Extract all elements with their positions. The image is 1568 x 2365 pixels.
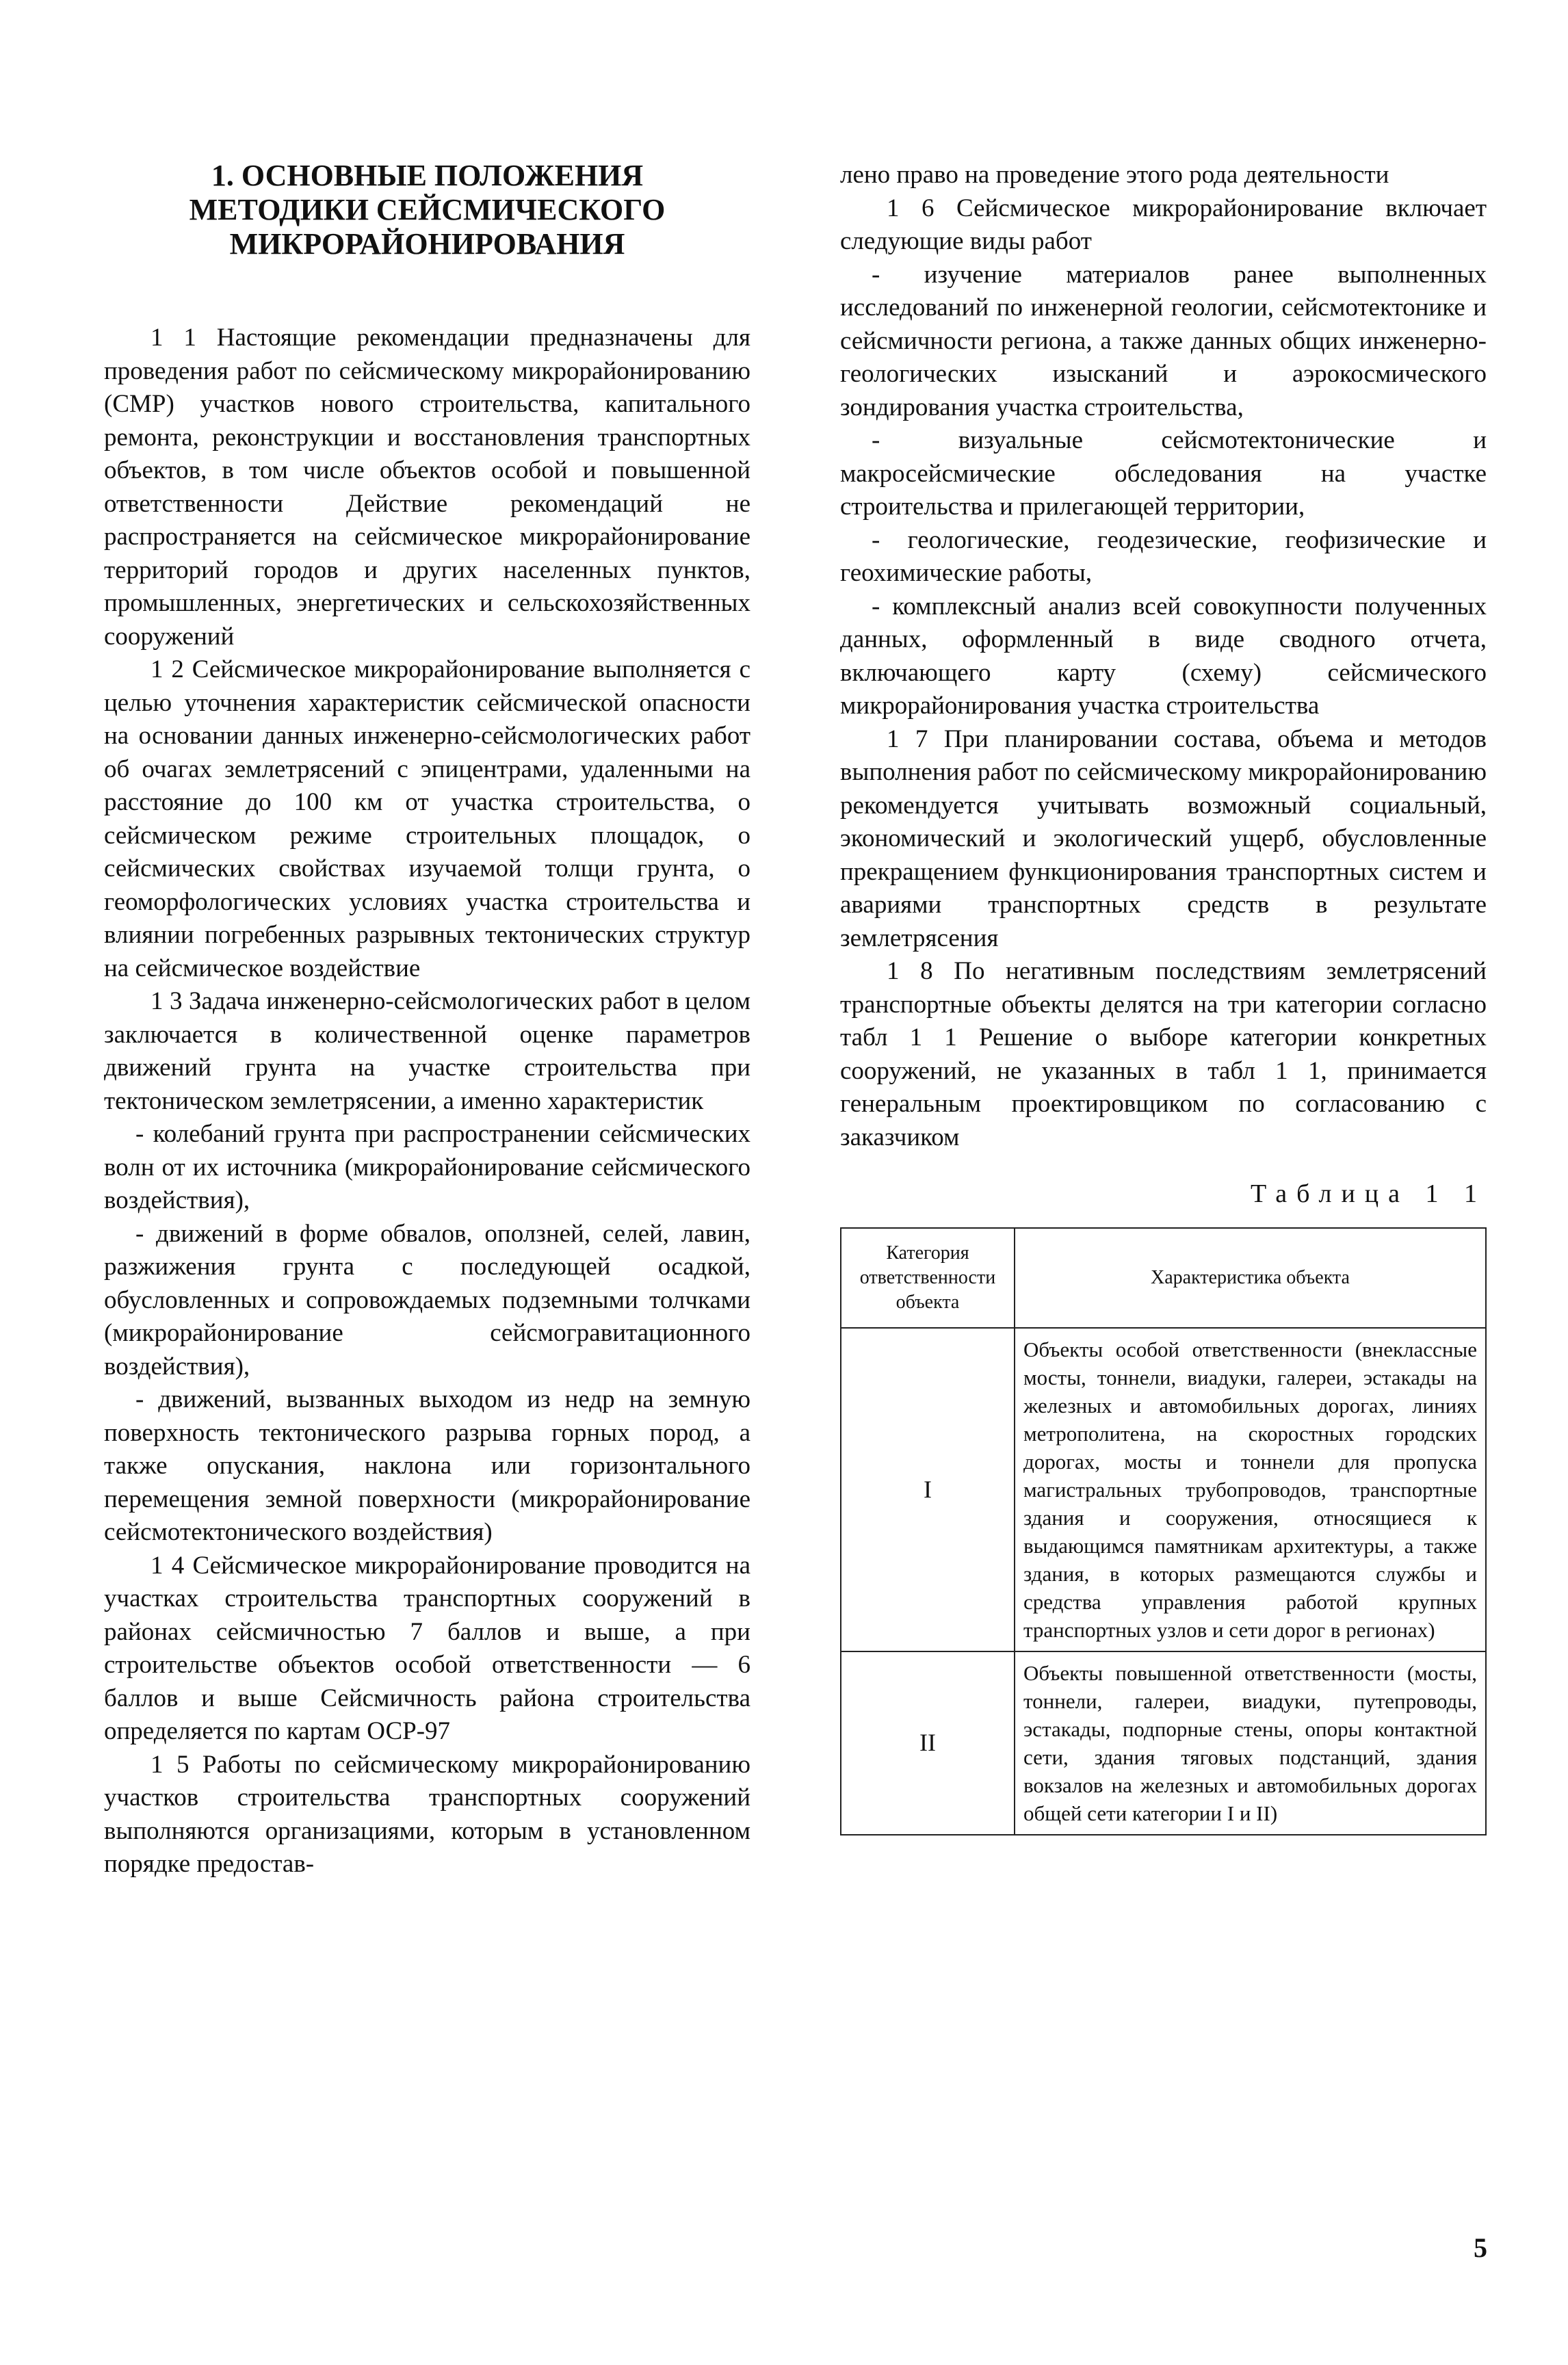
page-number: 5	[1474, 2232, 1487, 2263]
section-title	[104, 159, 750, 261]
list-item-gravitational-movements: - движений в форме обвалов, оползней, селей, лавин, разжижения грунта с последующей осадкой, обусловленных и сопровождаемых подземными толчками (микрорайонирование сейсмогравитационного воздействия),	[104, 1219, 750, 1381]
table-header-row	[841, 1228, 1486, 1328]
table-row	[841, 1328, 1486, 1651]
table-cell-description: Объекты особой ответственности (внеклассные мосты, тоннели, виадуки, галереи, эстакады на железных и автомобильных дорогах, линиях метрополитена, на скоростных городских дорогах, мосты и тоннели для пропуска магистральных трубопроводов, транспортные здания и сооружения, относящиеся к выдающимся памятникам архитектуры, а также здания, в которых размещаются службы и средства управления работой крупных транспортных узлов и сети дорог в регионах)	[1015, 1328, 1486, 1651]
paragraph-1-5: 1 5 Работы по сейсмическому микрорайонированию участков строительства транспортных сооружений выполняются организациями, которым в установленном порядке предостав-	[104, 1750, 750, 1878]
paragraph-1-7: 1 7 При планировании состава, объема и методов выполнения работ по сейсмическому микрорайонированию рекомендуется учитывать возможный социальный, экономический и экологический ущерб, обусловленные прекращением функционирования транспортных систем и авариями транспортных средств в результате землетрясения	[840, 724, 1487, 952]
paragraph-1-4: 1 4 Сейсмическое микрорайонирование проводится на участках строительства транспортных сооружений в районах сейсмичностью 7 баллов и выше, а при строительстве объектов особой ответственности — 6 баллов и выше Сейсмичность района строительства определяется по картам ОСР-97	[104, 1551, 750, 1745]
section-title-line: МЕТОДИКИ СЕЙСМИЧЕСКОГО	[189, 193, 666, 226]
list-item-tectonic-movements: - движений, вызванных выходом из недр на земную поверхность тектонического разрыва горных пород, а также опускания, наклона или горизонтального перемещения земной поверхности (микрорайонирование сейсмотектонического воздействия)	[104, 1385, 750, 1546]
paragraph-1-1: 1 1 Настоящие рекомендации предназначены для проведения работ по сейсмическому микрорайонированию (СМР) участков нового строительства, капитального ремонта, реконструкции и восстановления транспортных объектов, в том числе объектов особой и повышенной ответственности Действие рекомендаций не распространяется на сейсмическое микрорайонирование территорий городов и других населенных пунктов, промышленных, энергетических и сельскохозяйственных сооружений	[104, 324, 750, 651]
table-header-category: Категория ответственности объекта	[841, 1228, 1015, 1328]
table-caption: Таблица 1 1	[1250, 1179, 1487, 1208]
list-item-ground-oscillations: - колебаний грунта при распространении сейсмических волн от их источника (микрорайонирование сейсмического воздействия),	[104, 1120, 750, 1214]
table-row	[841, 1651, 1486, 1835]
category-table	[840, 1227, 1487, 1835]
right-column	[840, 159, 1487, 1835]
paragraph-1-5-continued: лено право на проведение этого рода деятельности	[840, 161, 1389, 189]
table-cell-category: I	[841, 1328, 1015, 1651]
section-title-line: МИКРОРАЙОНИРОВАНИЯ	[229, 227, 625, 261]
table-header-characteristic: Характеристика объекта	[1015, 1228, 1486, 1328]
table-cell-description: Объекты повышенной ответственности (мосты, тоннели, галереи, виадуки, путепроводы, эстакады, подпорные стены, опоры контактной сети, здания тяговых подстанций, здания вокзалов на железных и автомобильных дорогах общей сети категории I и II)	[1015, 1651, 1486, 1835]
list-item-geological-works: - геологические, геодезические, геофизические и геохимические работы,	[840, 525, 1487, 587]
paragraph-1-3: 1 3 Задача инженерно-сейсмологических работ в целом заключается в количественной оценке параметров движений грунта на участке строительства при тектоническом землетрясении, а именно характеристик	[104, 987, 750, 1115]
section-title-line: 1. ОСНОВНЫЕ ПОЛОЖЕНИЯ	[211, 159, 644, 192]
list-item-visual-surveys: - визуальные сейсмотектонические и макросейсмические обследования на участке строительства и прилегающей территории,	[840, 426, 1487, 521]
left-column	[104, 159, 750, 1881]
list-item-complex-analysis: - комплексный анализ всей совокупности полученных данных, оформленный в виде сводного отчета, включающего карту (схему) сейсмического микрорайонирования участка строительства	[840, 592, 1487, 720]
paragraph-1-2: 1 2 Сейсмическое микрорайонирование выполняется с целью уточнения характеристик сейсмической опасности на основании данных инженерно-сейсмологических работ об очагах землетрясений с эпицентрами, удаленными на расстояние до 100 км от участка строительства, о сейсмическом режиме строительных площадок, о сейсмических свойствах изучаемой толщи грунта, о геоморфологических условиях участка строительства и влиянии погребенных разрывных тектонических структур на сейсмическое воздействие	[104, 655, 750, 982]
paragraph-1-8: 1 8 По негативным последствиям землетрясений транспортные объекты делятся на три категории согласно табл 1 1 Решение о выборе категории конкретных сооружений, не указанных в табл 1 1, принимается генеральным проектировщиком по согласованию с заказчиком	[840, 957, 1487, 1151]
table-cell-category: II	[841, 1651, 1015, 1835]
paragraph-1-6: 1 6 Сейсмическое микрорайонирование включает следующие виды работ	[840, 194, 1487, 255]
list-item-materials-study: - изучение материалов ранее выполненных исследований по инженерной геологии, сейсмотектонике и сейсмичности региона, а также данных общих инженерно-геологических изысканий и аэрокосмического зондирования участка строительства,	[840, 260, 1487, 421]
